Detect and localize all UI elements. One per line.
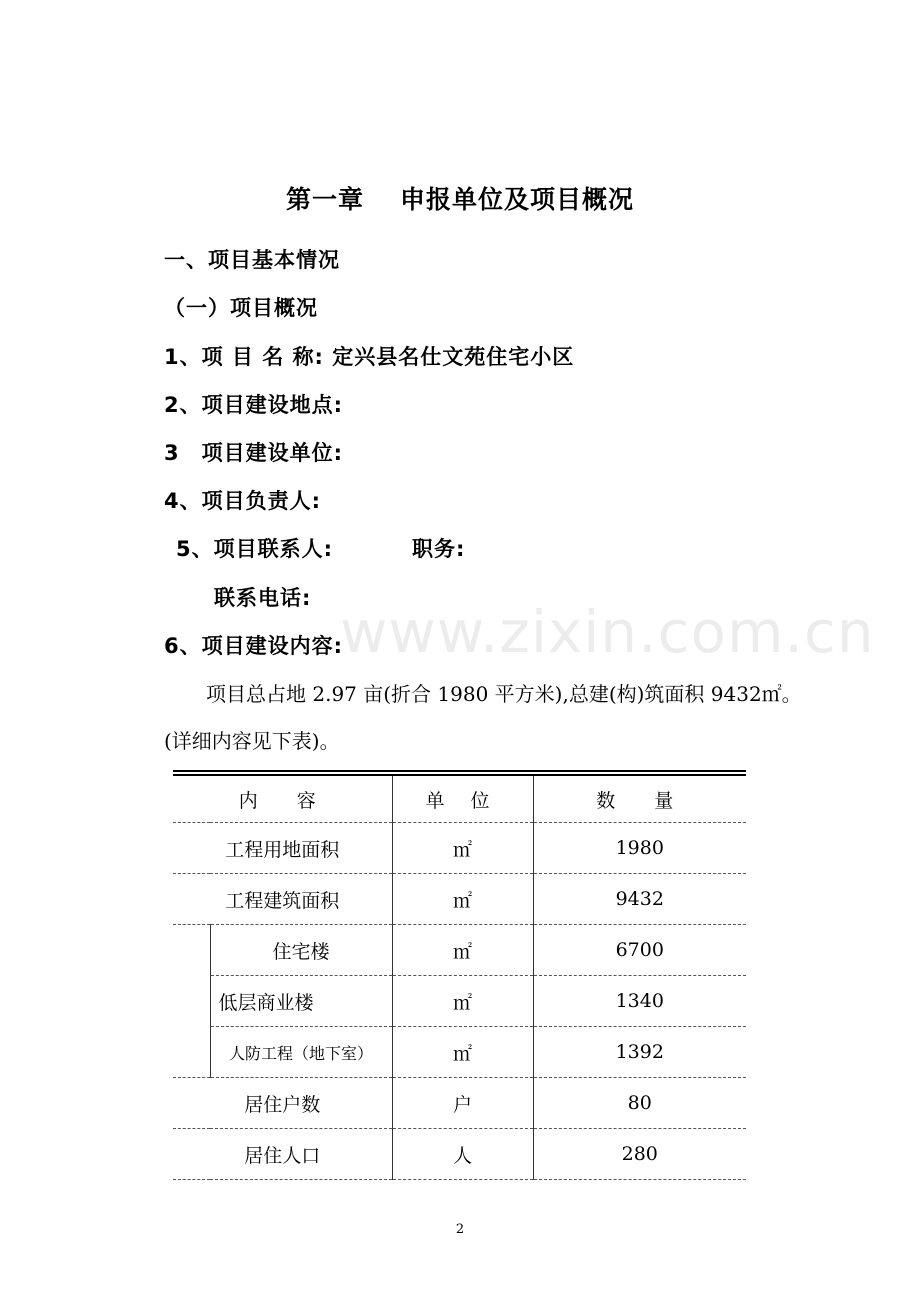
chapter-number: 第一章 [285,185,364,214]
project-name-line: 1、项 目 名 称: 定兴县名仕文苑住宅小区 [164,345,575,369]
row-item: 居住户数 [173,1078,392,1129]
row-item: 居住人口 [173,1129,392,1180]
row-item: 工程用地面积 [173,823,392,874]
chapter-title [0,180,920,216]
row-item: 住宅楼 [210,925,392,976]
position-label: 职务: [412,537,466,561]
header-unit: 单 位 [392,773,533,823]
row-unit: ㎡ [392,823,533,874]
table-row [173,1027,746,1078]
row-item: 人防工程（地下室） [210,1027,392,1078]
phone-label: 联系电话: [214,586,312,610]
project-location-line: 2、项目建设地点: [164,393,344,417]
row-quantity: 1392 [533,1027,746,1078]
project-unit-line: 3 项目建设单位: [164,441,344,465]
header-content: 内 容 [173,773,392,823]
row-unit: ㎡ [392,976,533,1027]
project-table [173,770,746,1180]
table-row [173,1129,746,1180]
section-heading: 一、项目基本情况 [164,248,340,272]
project-content-line: 6、项目建设内容: [164,634,344,658]
watermark: www.zixin.com.cn [340,598,875,666]
table-row [173,874,746,925]
row-unit: ㎡ [392,1027,533,1078]
row-unit: 户 [392,1078,533,1129]
table-row [173,976,746,1027]
chapter-name: 申报单位及项目概况 [400,185,635,214]
header-quantity: 数 量 [533,773,746,823]
row-item: 低层商业楼 [210,976,392,1027]
project-contact-line: 5、项目联系人: [176,537,334,561]
row-quantity: 9432 [533,874,746,925]
row-quantity: 6700 [533,925,746,976]
group-spacer [173,925,210,1078]
subsection-heading: （一）项目概况 [164,296,318,320]
page-number: 2 [455,1222,465,1237]
row-quantity: 80 [533,1078,746,1129]
table-row [173,1078,746,1129]
row-quantity: 1340 [533,976,746,1027]
row-unit: 人 [392,1129,533,1180]
table-row [173,823,746,874]
row-quantity: 1980 [533,823,746,874]
row-quantity: 280 [533,1129,746,1180]
table-header [173,773,746,823]
table-row [173,925,746,976]
paragraph-line-1: 项目总占地 2.97 亩(折合 1980 平方米),总建(构)筑面积 9432㎡。 [206,682,802,706]
row-unit: ㎡ [392,925,533,976]
row-item: 工程建筑面积 [173,874,392,925]
row-unit: ㎡ [392,874,533,925]
paragraph-line-2: (详细内容见下表)。 [164,729,340,753]
project-leader-line: 4、项目负责人: [164,489,322,513]
